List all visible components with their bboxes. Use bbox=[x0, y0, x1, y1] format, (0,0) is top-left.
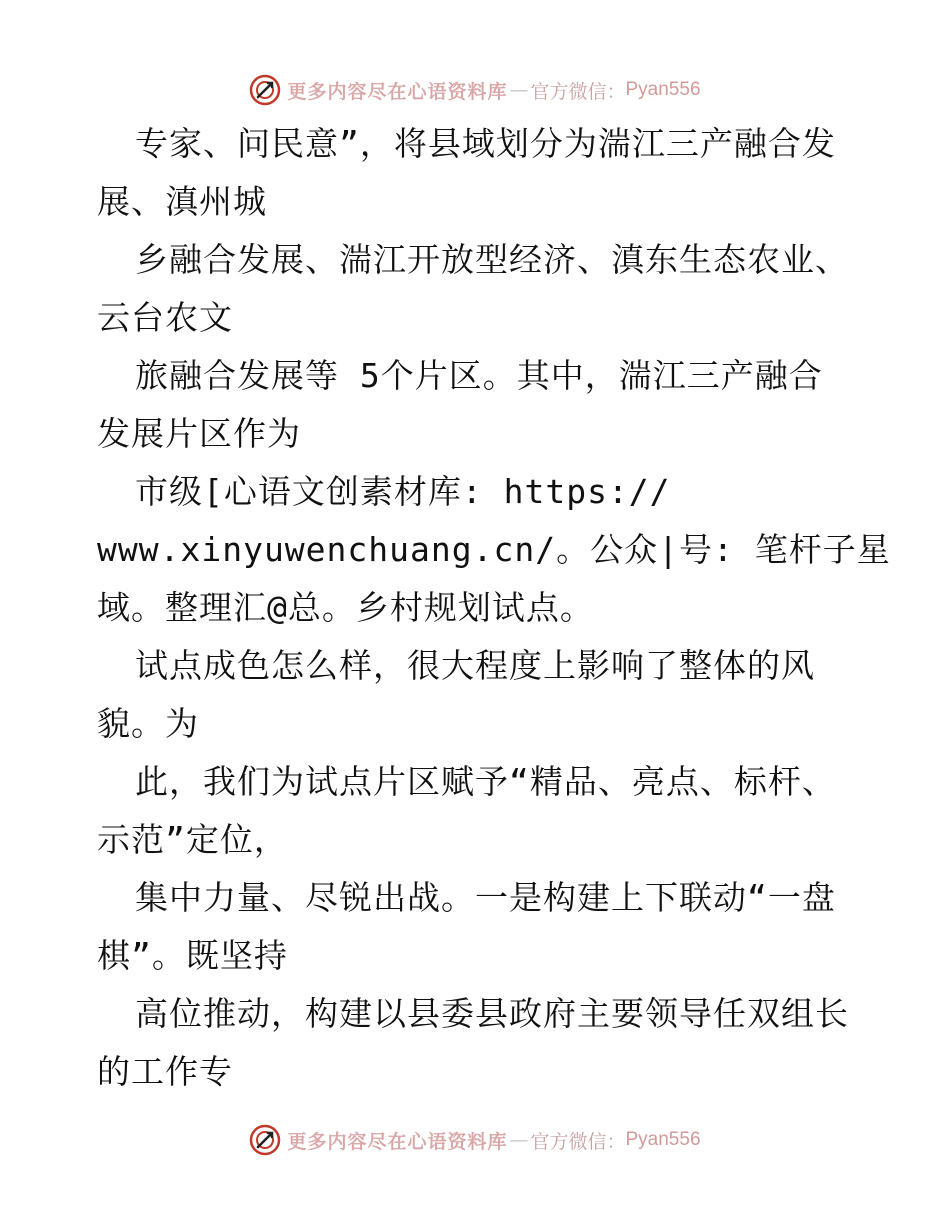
text-line: 此，我们为试点片区赋予“精品、亮点、标杆、 bbox=[135, 762, 836, 801]
text-line: 的工作专 bbox=[97, 1052, 233, 1091]
text-line: 试点成色怎么样，很大程度上影响了整体的风 bbox=[135, 646, 815, 685]
text-line: 示范”定位， bbox=[97, 820, 288, 859]
watermark-wechat-label: 官方微信： bbox=[530, 1130, 626, 1153]
document-body bbox=[97, 115, 891, 1101]
text-line: 专家、问民意”，将县域划分为湍江三产融合发 bbox=[135, 124, 836, 163]
text-line: 展、滇州城 bbox=[97, 182, 267, 221]
watermark-separator: — bbox=[509, 1129, 529, 1151]
text-line: 貌。为 bbox=[97, 704, 199, 743]
watermark-wechat-id: Pyan556 bbox=[625, 1129, 701, 1150]
text-line: 乡融合发展、湍江开放型经济、滇东生态农业、 bbox=[135, 240, 849, 279]
watermark-wechat-label: 官方微信： bbox=[530, 80, 626, 103]
logo-icon bbox=[249, 74, 281, 106]
watermark-wechat-id: Pyan556 bbox=[625, 79, 701, 100]
text-line: 云台农文 bbox=[97, 298, 233, 337]
header-watermark bbox=[0, 70, 950, 110]
text-line: www.xinyuwenchuang.cn/。公众|号: 笔杆子星 bbox=[97, 530, 891, 569]
text-line: 旅融合发展等 5个片区。其中，湍江三产融合 bbox=[135, 356, 823, 395]
text-line: 棋”。既坚持 bbox=[97, 936, 288, 975]
watermark-text: 更多内容尽在心语资料库 bbox=[287, 80, 508, 103]
text-line: 发展片区作为 bbox=[97, 414, 301, 453]
text-line: 市级[心语文创素材库: https:// bbox=[135, 472, 671, 511]
text-line: 域。整理汇@总。乡村规划试点。 bbox=[97, 588, 594, 627]
watermark-separator: — bbox=[509, 79, 529, 101]
text-line: 高位推动，构建以县委县政府主要领导任双组长 bbox=[135, 994, 849, 1033]
watermark-text: 更多内容尽在心语资料库 bbox=[287, 1130, 508, 1153]
text-line: 集中力量、尽锐出战。一是构建上下联动“一盘 bbox=[135, 878, 836, 917]
footer-watermark bbox=[0, 1120, 950, 1160]
logo-icon bbox=[249, 1124, 281, 1156]
